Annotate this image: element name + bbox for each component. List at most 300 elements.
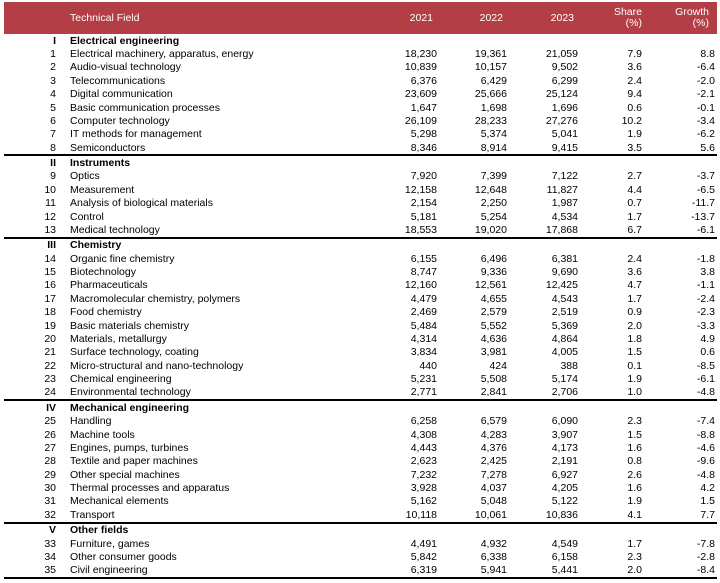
- value-2023: 4,543: [551, 292, 578, 305]
- value-2022: 10,157: [474, 61, 507, 74]
- value-2022: 4,037: [480, 482, 507, 495]
- growth-value: -3.4: [696, 114, 715, 127]
- growth-value: 0.6: [700, 346, 715, 359]
- value-2021: 23,609: [404, 88, 437, 101]
- value-2021: 5,298: [410, 128, 437, 141]
- technical-fields-table: [4, 2, 717, 579]
- value-2022: 2,579: [480, 306, 507, 319]
- share-value: 2.3: [627, 415, 642, 428]
- row-number: 32: [44, 508, 56, 521]
- table-row: [4, 210, 717, 223]
- value-2022: 4,655: [480, 292, 507, 305]
- value-2021: 3,928: [410, 482, 437, 495]
- growth-value: 4.2: [700, 482, 715, 495]
- growth-value: 4.9: [700, 332, 715, 345]
- growth-value: 5.6: [700, 141, 715, 154]
- value-2022: 4,376: [480, 441, 507, 454]
- value-2021: 4,491: [410, 537, 437, 550]
- row-number: 23: [44, 373, 56, 386]
- table-row: [4, 223, 717, 236]
- table-row: [4, 47, 717, 60]
- section-numeral: III: [47, 239, 56, 252]
- value-2023: 4,205: [551, 482, 578, 495]
- value-2022: 2,250: [480, 197, 507, 210]
- value-2021: 18,230: [404, 48, 437, 61]
- growth-value: -6.1: [696, 373, 715, 386]
- growth-value: -9.6: [696, 455, 715, 468]
- growth-value: -6.5: [696, 183, 715, 196]
- table-section: [4, 239, 717, 402]
- share-value: 2.4: [627, 252, 642, 265]
- field-name: Computer technology: [70, 114, 170, 127]
- share-value: 2.3: [627, 550, 642, 563]
- value-2021: 6,319: [410, 564, 437, 577]
- value-2023: 1,696: [551, 101, 578, 114]
- share-value: 1.0: [627, 386, 642, 399]
- value-2023: 10,836: [545, 508, 578, 521]
- value-2021: 5,181: [410, 210, 437, 223]
- value-2022: 5,374: [480, 128, 507, 141]
- value-2023: 25,124: [545, 88, 578, 101]
- growth-value: -4.6: [696, 441, 715, 454]
- field-name: Digital communication: [70, 88, 173, 101]
- value-2022: 7,399: [480, 170, 507, 183]
- value-2022: 4,932: [480, 537, 507, 550]
- field-name: Semiconductors: [70, 141, 146, 154]
- share-value: 3.5: [627, 141, 642, 154]
- value-2023: 2,706: [551, 386, 578, 399]
- row-number: 14: [44, 252, 56, 265]
- value-2021: 7,920: [410, 170, 437, 183]
- growth-value: 7.7: [700, 508, 715, 521]
- row-number: 7: [50, 128, 56, 141]
- growth-value: -6.2: [696, 128, 715, 141]
- field-name: Electrical machinery, apparatus, energy: [70, 48, 254, 61]
- share-value: 2.4: [627, 74, 642, 87]
- value-2022: 6,579: [480, 415, 507, 428]
- table-row: [4, 183, 717, 196]
- section-header-row: [4, 34, 717, 47]
- header-year-2021: 2021: [409, 12, 433, 24]
- section-numeral: I: [53, 34, 56, 47]
- value-2023: 9,690: [551, 266, 578, 279]
- share-value: 0.7: [627, 197, 642, 210]
- row-number: 26: [44, 428, 56, 441]
- value-2023: 9,502: [551, 61, 578, 74]
- value-2023: 6,381: [551, 252, 578, 265]
- value-2022: 10,061: [474, 508, 507, 521]
- section-numeral: II: [50, 157, 56, 170]
- table-row: [4, 441, 717, 454]
- row-number: 25: [44, 415, 56, 428]
- header-share-line1: Share: [613, 5, 642, 18]
- table-row: [4, 74, 717, 87]
- row-number: 12: [44, 210, 56, 223]
- field-name: Analysis of biological materials: [70, 197, 213, 210]
- value-2023: 11,827: [546, 183, 578, 196]
- value-2023: 5,122: [551, 495, 578, 508]
- table-row: [4, 114, 717, 127]
- value-2021: 4,308: [410, 428, 437, 441]
- share-value: 0.9: [627, 306, 642, 319]
- value-2023: 17,868: [545, 223, 578, 236]
- share-value: 1.9: [627, 373, 642, 386]
- section-title: Chemistry: [70, 239, 122, 252]
- value-2023: 4,549: [551, 537, 578, 550]
- table-section: [4, 34, 717, 156]
- header-share: [579, 2, 643, 34]
- field-name: Chemical engineering: [70, 373, 172, 386]
- value-2021: 6,376: [410, 74, 437, 87]
- value-2022: 8,914: [480, 141, 507, 154]
- table-section: [4, 524, 717, 580]
- field-name: Other consumer goods: [70, 550, 177, 563]
- field-name: Pharmaceuticals: [70, 279, 148, 292]
- table-row: [4, 508, 717, 521]
- value-2023: 2,191: [551, 455, 578, 468]
- growth-value: -8.8: [696, 428, 715, 441]
- share-value: 1.5: [627, 428, 642, 441]
- value-2021: 6,155: [410, 252, 437, 265]
- table-row: [4, 306, 717, 319]
- growth-value: -2.3: [696, 306, 715, 319]
- share-value: 1.7: [627, 537, 642, 550]
- value-2021: 3,834: [410, 346, 437, 359]
- header-year-2022: 2022: [479, 12, 503, 24]
- value-2022: 28,233: [474, 114, 507, 127]
- field-name: Organic fine chemistry: [70, 252, 175, 265]
- value-2022: 12,561: [474, 279, 507, 292]
- value-2022: 4,636: [480, 332, 507, 345]
- value-2021: 2,469: [410, 306, 437, 319]
- value-2023: 4,864: [551, 332, 578, 345]
- field-name: Measurement: [70, 183, 135, 196]
- table-row: [4, 265, 717, 278]
- section-title: Instruments: [70, 157, 131, 170]
- share-value: 1.5: [627, 346, 642, 359]
- value-2023: 4,173: [551, 441, 578, 454]
- table-row: [4, 495, 717, 508]
- value-2022: 4,283: [480, 428, 507, 441]
- field-name: Optics: [70, 170, 100, 183]
- field-name: Machine tools: [70, 428, 135, 441]
- table-row: [4, 372, 717, 385]
- table-row: [4, 141, 717, 154]
- row-number: 33: [44, 537, 56, 550]
- value-2022: 2,425: [480, 455, 507, 468]
- value-2022: 7,278: [480, 468, 507, 481]
- value-2021: 5,162: [410, 495, 437, 508]
- value-2022: 6,496: [480, 252, 507, 265]
- value-2022: 5,941: [480, 564, 507, 577]
- growth-value: 1.5: [700, 495, 715, 508]
- growth-value: -13.7: [691, 210, 715, 223]
- share-value: 4.1: [627, 508, 642, 521]
- value-2022: 2,841: [480, 386, 507, 399]
- value-2023: 388: [560, 359, 578, 372]
- share-value: 4.7: [627, 279, 642, 292]
- table-row: [4, 564, 717, 577]
- growth-value: 8.8: [700, 48, 715, 61]
- table-row: [4, 279, 717, 292]
- table-row: [4, 550, 717, 563]
- section-numeral: V: [48, 524, 56, 537]
- row-number: 15: [44, 266, 56, 279]
- section-numeral: IV: [46, 401, 56, 414]
- growth-value: -11.7: [691, 197, 715, 210]
- field-name: Textile and paper machines: [70, 455, 198, 468]
- growth-value: -1.1: [696, 279, 715, 292]
- share-value: 0.8: [627, 455, 642, 468]
- row-number: 2: [50, 61, 56, 74]
- value-2021: 6,258: [410, 415, 437, 428]
- header-year-2023: 2023: [550, 12, 574, 24]
- field-name: Mechanical elements: [70, 495, 169, 508]
- field-name: Control: [70, 210, 104, 223]
- row-number: 35: [44, 564, 56, 577]
- value-2023: 5,174: [551, 373, 578, 386]
- table-row: [4, 481, 717, 494]
- value-2021: 5,484: [410, 319, 437, 332]
- value-2021: 12,158: [404, 183, 437, 196]
- section-header-row: [4, 401, 717, 414]
- row-number: 18: [44, 306, 56, 319]
- field-name: Handling: [70, 415, 112, 428]
- share-value: 1.8: [627, 332, 642, 345]
- value-2021: 2,154: [410, 197, 437, 210]
- field-name: Civil engineering: [70, 564, 148, 577]
- value-2023: 4,005: [551, 346, 578, 359]
- share-value: 0.6: [627, 101, 642, 114]
- value-2023: 2,519: [551, 306, 578, 319]
- row-number: 31: [44, 495, 56, 508]
- value-2022: 3,981: [480, 346, 507, 359]
- field-name: Materials, metallurgy: [70, 332, 167, 345]
- value-2023: 12,425: [545, 279, 578, 292]
- table-row: [4, 359, 717, 372]
- section-title: Electrical engineering: [70, 34, 180, 47]
- value-2022: 9,336: [480, 266, 507, 279]
- value-2021: 10,118: [405, 508, 437, 521]
- row-number: 5: [50, 101, 56, 114]
- row-number: 30: [44, 482, 56, 495]
- value-2022: 424: [489, 359, 507, 372]
- table-row: [4, 428, 717, 441]
- table-row: [4, 415, 717, 428]
- share-value: 1.9: [627, 128, 642, 141]
- field-name: Biotechnology: [70, 266, 136, 279]
- value-2023: 5,369: [551, 319, 578, 332]
- row-number: 4: [50, 88, 56, 101]
- table-row: [4, 197, 717, 210]
- table-row: [4, 346, 717, 359]
- section-title: Mechanical engineering: [70, 401, 190, 414]
- value-2022: 6,338: [480, 550, 507, 563]
- header-growth: [643, 2, 717, 34]
- value-2022: 5,508: [480, 373, 507, 386]
- share-value: 10.2: [621, 114, 642, 127]
- share-value: 6.7: [627, 223, 642, 236]
- growth-value: -7.8: [696, 537, 715, 550]
- field-name: Thermal processes and apparatus: [70, 482, 230, 495]
- row-number: 19: [44, 319, 56, 332]
- share-value: 1.7: [627, 292, 642, 305]
- value-2021: 4,443: [410, 441, 437, 454]
- value-2022: 19,361: [474, 48, 507, 61]
- growth-value: -0.1: [696, 101, 715, 114]
- section-header-row: [4, 156, 717, 169]
- value-2022: 25,666: [474, 88, 507, 101]
- table-row: [4, 537, 717, 550]
- value-2021: 8,747: [410, 266, 437, 279]
- row-number: 6: [50, 114, 56, 127]
- field-name: Basic materials chemistry: [70, 319, 190, 332]
- growth-value: -1.8: [696, 252, 715, 265]
- share-value: 7.9: [627, 48, 642, 61]
- row-number: 1: [50, 48, 56, 61]
- field-name: Basic communication processes: [70, 101, 220, 114]
- row-number: 17: [44, 292, 56, 305]
- header-technical-field: Technical Field: [70, 12, 140, 24]
- value-2021: 12,160: [404, 279, 437, 292]
- row-number: 28: [44, 455, 56, 468]
- row-number: 16: [44, 279, 56, 292]
- value-2023: 5,041: [551, 128, 578, 141]
- share-value: 1.9: [627, 495, 642, 508]
- growth-value: 3.8: [700, 266, 715, 279]
- value-2021: 8,346: [410, 141, 437, 154]
- share-value: 2.6: [627, 468, 642, 481]
- row-number: 20: [44, 332, 56, 345]
- value-2023: 4,534: [551, 210, 578, 223]
- field-name: Audio-visual technology: [70, 61, 181, 74]
- field-name: Telecommunications: [70, 74, 166, 87]
- field-name: Macromolecular chemistry, polymers: [70, 292, 241, 305]
- share-value: 1.6: [627, 441, 642, 454]
- table-row: [4, 101, 717, 114]
- table-header-row: [4, 2, 717, 34]
- value-2021: 18,553: [404, 223, 437, 236]
- value-2023: 6,090: [551, 415, 578, 428]
- field-name: Furniture, games: [70, 537, 150, 550]
- value-2023: 1,987: [551, 197, 578, 210]
- value-2022: 6,429: [480, 74, 507, 87]
- share-value: 3.6: [627, 266, 642, 279]
- row-number: 21: [44, 346, 56, 359]
- growth-value: -2.4: [696, 292, 715, 305]
- row-number: 10: [44, 183, 56, 196]
- value-2021: 2,771: [410, 386, 437, 399]
- field-name: Food chemistry: [70, 306, 142, 319]
- value-2022: 5,552: [480, 319, 507, 332]
- section-header-row: [4, 524, 717, 537]
- header-share-line2: (%): [625, 17, 642, 29]
- value-2021: 7,232: [410, 468, 437, 481]
- value-2023: 9,415: [551, 141, 578, 154]
- value-2021: 4,479: [410, 292, 437, 305]
- table-row: [4, 319, 717, 332]
- value-2023: 7,122: [551, 170, 578, 183]
- table-row: [4, 386, 717, 399]
- table-section: [4, 156, 717, 238]
- value-2023: 3,907: [551, 428, 578, 441]
- value-2022: 5,048: [480, 495, 507, 508]
- table-row: [4, 468, 717, 481]
- share-value: 0.1: [627, 359, 642, 372]
- table-section: [4, 401, 717, 523]
- share-value: 3.6: [627, 61, 642, 74]
- share-value: 4.4: [627, 183, 642, 196]
- share-value: 1.6: [627, 482, 642, 495]
- growth-value: -2.0: [696, 74, 715, 87]
- row-number: 27: [44, 441, 56, 454]
- growth-value: -3.3: [696, 319, 715, 332]
- growth-value: -7.4: [696, 415, 715, 428]
- field-name: Transport: [70, 508, 115, 521]
- value-2023: 27,276: [545, 114, 578, 127]
- table-row: [4, 292, 717, 305]
- row-number: 3: [50, 74, 56, 87]
- section-header-row: [4, 239, 717, 252]
- value-2021: 10,839: [404, 61, 437, 74]
- growth-value: -6.4: [696, 61, 715, 74]
- table-row: [4, 61, 717, 74]
- row-number: 11: [45, 197, 56, 210]
- growth-value: -8.5: [696, 359, 715, 372]
- growth-value: -8.4: [696, 564, 715, 577]
- value-2021: 5,231: [410, 373, 437, 386]
- table-row: [4, 455, 717, 468]
- value-2023: 6,927: [551, 468, 578, 481]
- value-2021: 2,623: [410, 455, 437, 468]
- value-2021: 26,109: [404, 114, 437, 127]
- field-name: Medical technology: [70, 223, 160, 236]
- growth-value: -2.8: [696, 550, 715, 563]
- row-number: 13: [44, 223, 56, 236]
- value-2023: 5,441: [551, 564, 578, 577]
- table-row: [4, 170, 717, 183]
- row-number: 34: [44, 550, 56, 563]
- share-value: 9.4: [627, 88, 642, 101]
- value-2023: 6,299: [551, 74, 578, 87]
- field-name: Engines, pumps, turbines: [70, 441, 189, 454]
- header-growth-line1: Growth: [675, 5, 709, 18]
- growth-value: -4.8: [696, 468, 715, 481]
- table-row: [4, 332, 717, 345]
- field-name: Micro-structural and nano-technology: [70, 359, 244, 372]
- value-2021: 5,842: [410, 550, 437, 563]
- table-row: [4, 88, 717, 101]
- value-2022: 5,254: [480, 210, 507, 223]
- field-name: Surface technology, coating: [70, 346, 199, 359]
- share-value: 2.0: [627, 319, 642, 332]
- row-number: 9: [50, 170, 56, 183]
- header-growth-line2: (%): [692, 17, 709, 29]
- table-row: [4, 128, 717, 141]
- row-number: 29: [44, 468, 56, 481]
- field-name: Environmental technology: [70, 386, 191, 399]
- table-body: [4, 34, 717, 579]
- growth-value: -6.1: [696, 223, 715, 236]
- section-title: Other fields: [70, 524, 129, 537]
- share-value: 2.7: [627, 170, 642, 183]
- growth-value: -3.7: [696, 170, 715, 183]
- row-number: 22: [44, 359, 56, 372]
- row-number: 8: [50, 141, 56, 154]
- row-number: 24: [44, 386, 56, 399]
- value-2021: 4,314: [410, 332, 437, 345]
- value-2022: 19,020: [474, 223, 507, 236]
